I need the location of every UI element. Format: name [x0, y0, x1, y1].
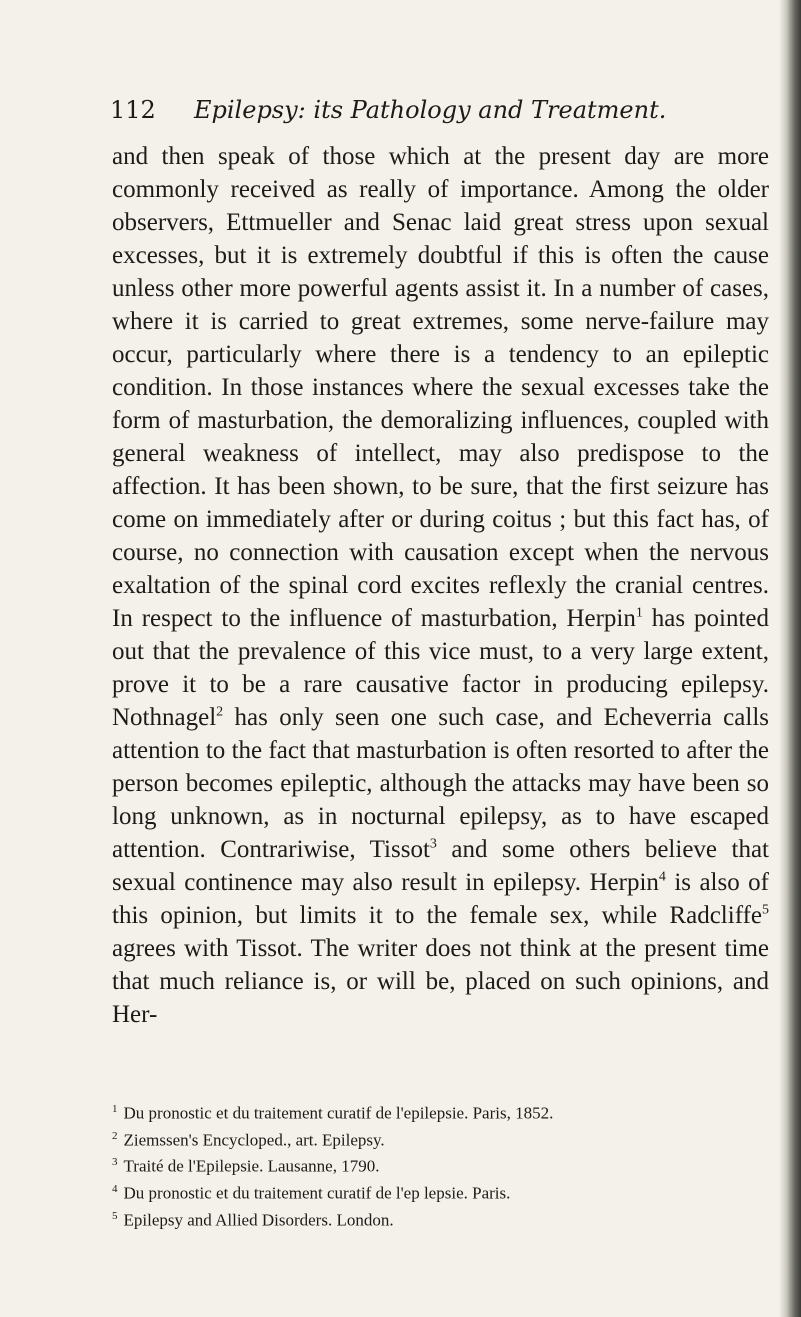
body-text-segment: is also of this opinion, but limits it to the female sex, while Radcliffe: [112, 869, 769, 929]
footnote-mark: 4: [112, 1182, 118, 1195]
footnotes: [112, 1098, 752, 1231]
footnote: [112, 1205, 752, 1232]
body-text-segment: and some others believe that sexual continence may also result in epilepsy. Herpin: [112, 836, 769, 896]
footnote-mark: 5: [112, 1209, 118, 1222]
footnote: [112, 1098, 752, 1125]
body-text-segment: has pointed out that the prevalence of this vice must, to a very large extent, prove it to be a rare causative factor in producing epilepsy. Nothnagel: [112, 605, 769, 731]
body-text-segment: agrees with Tissot. The writer does not think at the present time that much reliance is, or will be, placed on such opinions, and Her-: [112, 935, 769, 1028]
footnote-text: Du pronostic et du traitement curatif de l'epilepsie. Paris, 1852.: [123, 1103, 554, 1123]
footnote-text: Epilepsy and Allied Disorders. London.: [123, 1210, 394, 1230]
footnote-ref: 5: [762, 902, 769, 918]
footnote-mark: 1: [112, 1103, 118, 1115]
body-paragraph: [112, 140, 769, 1031]
footnote: [112, 1178, 752, 1205]
footnote-ref: 2: [216, 704, 224, 720]
footnote-text: Du pronostic et du traitement curatif de l'ep lepsie. Paris.: [123, 1183, 511, 1203]
footnote: [112, 1151, 752, 1178]
page-header: [96, 96, 736, 132]
body-text-segment: and then speak of those which at the present day are more commonly received as really of importance. Among the older observers, Ettmueller and Senac laid great stress upon sexual excesses, but it is extremely doubtful if this is often the cause unless other more powerful agents assist it. In a number of cases, where it is carried to great extremes, some nerve-failure may occur, particularly where there is a tendency to an epileptic condition. In those instances where the sexual excesses take the form of masturbation, the demoralizing influences, coupled with general weakness of intellect, may also predispose to the affection. It has been shown, to be sure, that the first seizure has come on immediately after or during coitus ; but this fact has, of course, no connection with causation except when the nervous exaltation of the spinal cord excites reflexly the cranial centres. In respect to the influence of masturbation, Herpin: [112, 143, 769, 632]
body-text-segment: has only seen one such case, and Echeverria calls attention to the fact that masturbation is often resorted to after the person becomes epileptic, although the attacks may have been so long unknown, as in nocturnal epilepsy, as to have escaped attention. Contrariwise, Tissot: [112, 704, 769, 863]
running-title: Epilepsy: its Pathology and Treatment.: [194, 96, 667, 124]
footnote-text: Traité de l'Epilepsie. Lausanne, 1790.: [123, 1156, 380, 1176]
footnote-ref: 3: [429, 836, 437, 852]
footnote-ref: 1: [635, 605, 643, 621]
footnote-mark: 3: [112, 1156, 118, 1169]
page-number: 112: [110, 96, 156, 124]
footnote-ref: 4: [658, 869, 666, 885]
footnote: [112, 1125, 752, 1152]
footnote-text: Ziemssen's Encycloped., art. Epilepsy.: [123, 1130, 385, 1150]
page-edge-shadow: [779, 0, 801, 1317]
footnote-mark: 2: [112, 1129, 118, 1142]
